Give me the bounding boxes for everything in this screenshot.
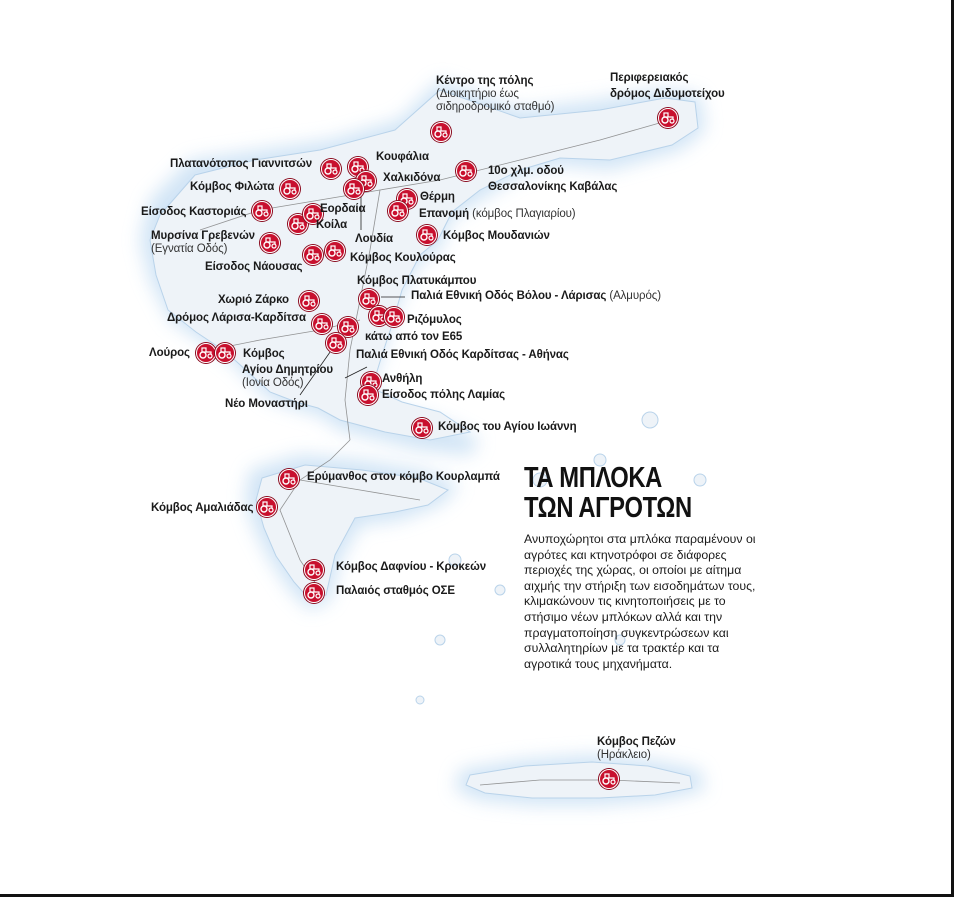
blockade-marker[interactable] [344,179,364,199]
blockade-marker[interactable] [312,314,332,334]
label-komvos-pezon: Κόμβος Πεζών (Ηράκλειο) [597,736,676,761]
label-agiou-ioanni: Κόμβος του Αγίου Ιωάννη [438,421,577,433]
tractor-icon [361,389,375,401]
blockade-marker[interactable] [384,307,404,327]
tractor-icon [420,229,434,241]
blockade-marker[interactable] [321,159,341,179]
label-kato-e65: κάτω από τον Ε65 [365,331,463,343]
page-title: ΤΑ ΜΠΛΟΚΑ ΤΩΝ ΑΓΡΟΤΩΝ [524,462,692,524]
blockade-marker[interactable] [303,245,323,265]
label-myrsina: Μυρσίνα Γρεβενών (Εγνατία Οδός) [151,230,255,255]
label-thermi: Θέρμη [420,191,455,203]
label-perifereiakos: Περιφερειακός δρόμος Διδυμοτείχου [610,72,725,100]
blockade-marker[interactable] [325,241,345,261]
tractor-icon [329,337,343,349]
tractor-icon [347,183,361,195]
tractor-icon [391,205,405,217]
label-koila: Κοίλα [316,219,348,231]
label-epanomi: Επανομή (κόμβος Πλαγιαρίου) [419,208,576,220]
blockade-marker[interactable] [304,583,324,603]
label-komvos-kouloura: Κόμβος Κουλούρας [350,252,456,264]
tractor-icon [255,205,269,217]
tractor-icon [306,249,320,261]
blockade-marker[interactable] [280,179,300,199]
label-loudia: Λουδία [355,233,394,245]
tractor-icon [324,163,338,175]
blockade-marker[interactable] [252,201,272,221]
tractor-icon [341,321,355,333]
tractor-icon [387,311,401,323]
blockade-marker[interactable] [388,201,408,221]
blockade-marker[interactable] [412,418,432,438]
blockade-marker[interactable] [658,108,678,128]
blockade-marker[interactable] [456,161,476,181]
article-body: Ανυποχώρητοι στα μπλόκα παραμένουν οι αγρότες και κτηνοτρόφοι σε διάφορες περιοχές της χώρας, οι οποίοι με αίτημα αιχμής την στήριξη των εισοδημάτων τους, κλιμακώνουν τις κινητοποιήσεις με το στήσιμο νέων μπλόκων αλλά και την πραγματοποίηση συγκεντρώσεων και συλλαλητηρίων με τα τρακτέρ και τα αγροτικά τους μηχανήματα. [524,532,756,671]
label-komvos-moudanion: Κόμβος Μουδανιών [443,230,550,242]
blockade-marker[interactable] [431,122,451,142]
label-komvos-platykampou: Κόμβος Πλατυκάμπου [357,275,477,287]
label-palaios-ose: Παλαιός σταθμός ΟΣΕ [336,585,455,597]
label-dromos-larisa: Δρόμος Λάρισα-Καρδίτσα [167,312,306,324]
blockade-marker[interactable] [299,291,319,311]
label-palia-volou: Παλιά Εθνική Οδός Βόλου - Λάρισας (Αλμυρός) [411,290,661,302]
label-chalkidona: Χαλκιδόνα [383,172,441,184]
tractor-icon [302,295,316,307]
tractor-icon [307,564,321,576]
tractor-icon [661,112,675,124]
label-dafniou: Κόμβος Δαφνίου - Κροκεών [336,561,487,573]
label-louros: Λούρος [149,347,190,359]
label-10o-xlm: 10ο χλμ. οδού Θεσσαλονίκης Καβάλας [488,165,618,193]
label-komvos: Κόμβος [243,348,285,360]
tractor-icon [218,347,232,359]
label-erymanthos: Ερύμανθος στον κόμβο Κουρλαμπά [307,471,500,483]
label-koufalia: Κουφάλια [376,151,429,163]
blockade-marker[interactable] [279,469,299,489]
label-chorio-zarko: Χωριό Ζάρκο [218,294,289,306]
tractor-icon [260,501,274,513]
tractor-icon [263,237,277,249]
blockade-marker[interactable] [304,560,324,580]
tractor-icon [362,293,376,305]
tractor-icon [602,773,616,785]
blockade-marker[interactable] [599,769,619,789]
label-rizomylos: Ριζόμυλος [407,314,462,326]
tractor-icon [307,587,321,599]
label-palia-karditsas: Παλιά Εθνική Οδός Καρδίτσας - Αθήνας [356,349,569,361]
blockade-marker[interactable] [215,343,235,363]
label-anthili: Ανθήλη [382,373,423,385]
tractor-icon [291,218,305,230]
label-agiou-dimitriou: Αγίου Δημητρίου (Ιονία Οδός) [242,364,333,389]
tractor-icon [283,183,297,195]
tractor-icon [315,318,329,330]
blockade-marker[interactable] [257,497,277,517]
tractor-icon [459,165,473,177]
label-platanotopos: Πλατανότοπος Γιαννιτσών [170,158,313,170]
tractor-icon [434,126,448,138]
label-neo-monastiri: Νέο Μοναστήρι [225,398,308,410]
label-amaliadas: Κόμβος Αμαλιάδας [151,502,254,514]
tractor-icon [282,473,296,485]
blockade-marker[interactable] [417,225,437,245]
blockade-marker[interactable] [260,233,280,253]
blockade-marker[interactable] [196,343,216,363]
label-eisodos-lamias: Είσοδος πόλης Λαμίας [382,389,505,401]
tractor-icon [199,347,213,359]
label-komvos-filota: Κόμβος Φιλώτα [190,181,275,193]
label-eordaia: Εορδαία [320,203,366,215]
tractor-icon [415,422,429,434]
blockade-marker[interactable] [326,333,346,353]
blockade-marker[interactable] [358,385,378,405]
label-kentro-polis: Κέντρο της πόλης (Διοικητήριο έως σιδηροδρομικό σταθμό) [436,75,555,113]
tractor-icon [328,245,342,257]
label-eisodos-naousas: Είσοδος Νάουσας [205,261,303,273]
label-eisodos-kastorias: Είσοδος Καστοριάς [141,206,247,218]
